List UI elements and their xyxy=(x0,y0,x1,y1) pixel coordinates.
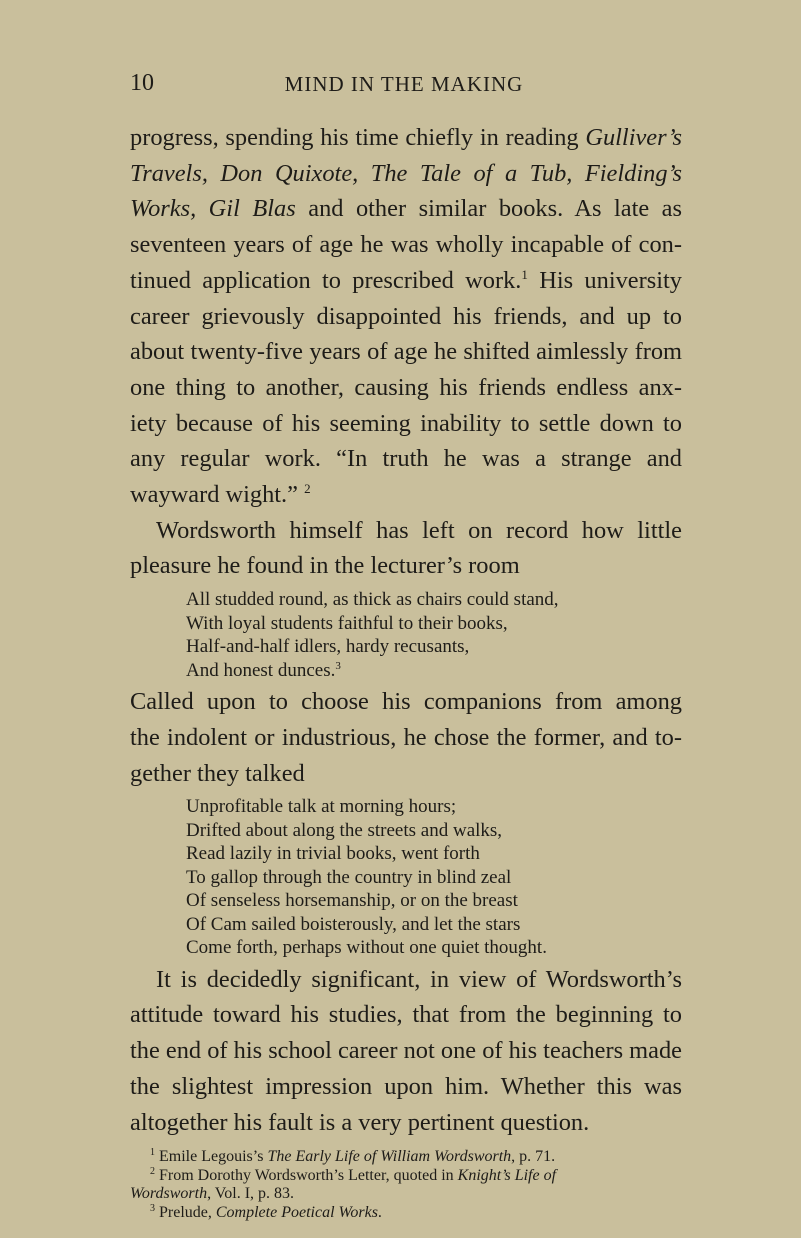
footnotes xyxy=(130,1148,682,1222)
text-line: about twenty-five years of age he shifted aimlessly from xyxy=(130,338,682,366)
verse-line: Of Cam sailed boisterously, and let the stars xyxy=(186,913,521,935)
footnote-2-continued: Wordsworth, Vol. I, p. 83. xyxy=(130,1185,295,1203)
text-line: attitude toward his studies, that from the beginning to xyxy=(130,1001,682,1029)
text-line: iety because of his seeming inability to settle down to xyxy=(130,409,682,437)
text-line: pleasure he found in the lecturer’s room xyxy=(130,552,520,580)
text-line: one thing to another, causing his friends endless anx- xyxy=(130,373,682,401)
footnote-ref: 1 xyxy=(521,266,528,282)
page-header xyxy=(130,70,678,104)
text-line: gether they talked xyxy=(130,759,305,787)
footnote-1: $^1$ Emile Legouis’s The Early Life of William Wordsworth, p. 71. xyxy=(150,1147,556,1166)
text-line: the indolent or industrious, he chose the former, and to- xyxy=(130,723,682,751)
verse-quote-2 xyxy=(186,795,682,960)
verse-line: Unprofitable talk at morning hours; xyxy=(186,796,457,818)
verse-line: Half-and-half idlers, hardy recusants, xyxy=(186,636,470,658)
text-line: the end of his school career not one of his teachers made xyxy=(130,1037,682,1065)
verse-line: And honest dunces.$^3$ xyxy=(186,659,341,681)
verse-line: All studded round, as thick as chairs could stand, xyxy=(186,589,559,611)
footnote-3: $^3$ Prelude, Complete Poetical Works. xyxy=(150,1202,382,1221)
text-line: seventeen years of age he was wholly incapable of con- xyxy=(130,231,682,259)
footnote-2: $^2$ From Dorothy Wordsworth’s Letter, quoted in Knight’s Life of xyxy=(150,1165,557,1184)
text-line: Wordsworth himself has left on record how little xyxy=(156,516,682,544)
verse-quote-1 xyxy=(186,588,682,682)
footnote-ref: 3 xyxy=(335,659,341,672)
paragraph-4 xyxy=(130,962,682,1141)
text-line: progress, spending his time chiefly in reading Gulliver’s xyxy=(130,124,682,151)
text-line: altogether his fault is a very pertinent question. xyxy=(130,1108,590,1136)
running-head: MIND IN THE MAKING xyxy=(284,72,524,96)
verse-line: Of senseless horsemanship, or on the breast xyxy=(186,890,518,912)
text-line: wayward wight.” $^2$ xyxy=(130,481,311,509)
verse-line: To gallop through the country in blind zeal xyxy=(186,866,512,888)
text-line: Called upon to choose his companions from among xyxy=(130,688,682,716)
text-line: Travels, Don Quixote, The Tale of a Tub, Fielding’s xyxy=(130,159,682,187)
footnote-ref: 2 xyxy=(304,481,311,497)
body-text xyxy=(130,120,682,1222)
verse-line: Come forth, perhaps without one quiet thought. xyxy=(186,937,547,959)
verse-line: With loyal students faithful to their books, xyxy=(186,612,508,634)
text-line: the slightest impression upon him. Whether this was xyxy=(130,1072,682,1100)
page-number: 10 xyxy=(130,70,154,96)
verse-line: Read lazily in trivial books, went forth xyxy=(186,843,480,865)
text-line: tinued application to prescribed work.$^1$ His university xyxy=(130,266,682,294)
text-line: career grievously disappointed his friends, and up to xyxy=(130,302,682,330)
text-line: It is decidedly significant, in view of Wordsworth’s xyxy=(156,965,682,993)
verse-line: Drifted about along the streets and walks, xyxy=(186,819,503,841)
paragraph-1 xyxy=(130,120,682,513)
paragraph-2 xyxy=(130,513,682,584)
paragraph-3 xyxy=(130,684,682,791)
text-line: any regular work. “In truth he was a strange and xyxy=(130,445,682,473)
text-line: Works, Gil Blas and other similar books. As late as xyxy=(130,195,682,223)
